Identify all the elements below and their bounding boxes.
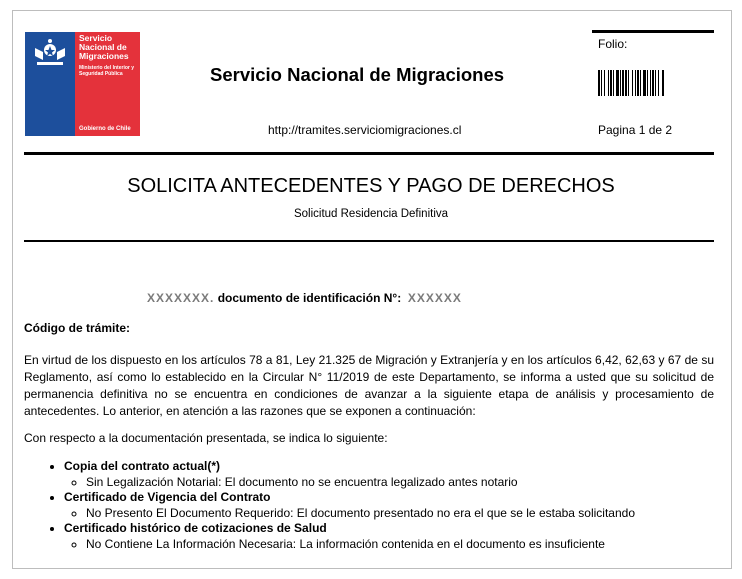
divider xyxy=(592,30,714,33)
list-item: • Certificado de Vigencia del Contrato ◦ No Presento El Documento Requerido: El documento presentado no era el que se le estaba solicitando xyxy=(64,490,708,521)
identification-line: XXXXXXX. documento de identificación N°: XXXXXX xyxy=(147,291,462,305)
page-number: Pagina 1 de 2 xyxy=(598,123,673,137)
code-label: Código de trámite: xyxy=(24,321,131,335)
intro-text: Con respecto a la documentación presentada, se indica lo siguiente: xyxy=(24,431,388,445)
divider xyxy=(24,240,714,242)
document-title: SOLICITA ANTECEDENTES Y PAGO DE DERECHOS xyxy=(127,175,615,197)
body-paragraph: En virtud de los dispuesto en los artículos 78 a 81, Ley 21.325 de Migración y Extranjería y en los artículos 6,42, 62,63 y 67 de su Reglamento, así como lo establecido en la Circular N° 11/2019 de este Departamento, se informa a usted que su solicitud de permanencia definitiva no se encuentra en condiciones de avanzar a la siguiente etapa de análisis y procesamiento de antecedentes. Lo anterior, en atención a las razones que se exponen a continuación: xyxy=(24,353,714,418)
name-placeholder: XXXXXXX. xyxy=(147,291,215,305)
header-title: Servicio Nacional de Migraciones xyxy=(210,64,505,85)
header-url: http://tramites.serviciomigraciones.cl xyxy=(268,123,462,137)
id-placeholder: XXXXXX xyxy=(407,291,462,305)
coat-of-arms-icon xyxy=(25,32,75,136)
barcode-bar xyxy=(664,70,665,96)
document-list xyxy=(48,459,708,552)
migraciones-logo: Servicio Nacional de Migraciones Ministerio del Interior y Seguridad Pública Gobierno de Chile xyxy=(25,32,140,136)
list-item: • Copia del contrato actual(*) ◦ Sin Legalización Notarial: El documento no se encuentra legalizado antes notario xyxy=(64,459,708,490)
folio-label: Folio: xyxy=(598,37,628,51)
divider xyxy=(24,152,714,155)
document-subtitle: Solicitud Residencia Definitiva xyxy=(293,208,449,220)
barcode-icon xyxy=(598,70,706,96)
list-item: • Certificado histórico de cotizaciones de Salud ◦ No Contiene La Información Necesaria: La información contenida en el documento es insuficiente xyxy=(64,521,708,552)
